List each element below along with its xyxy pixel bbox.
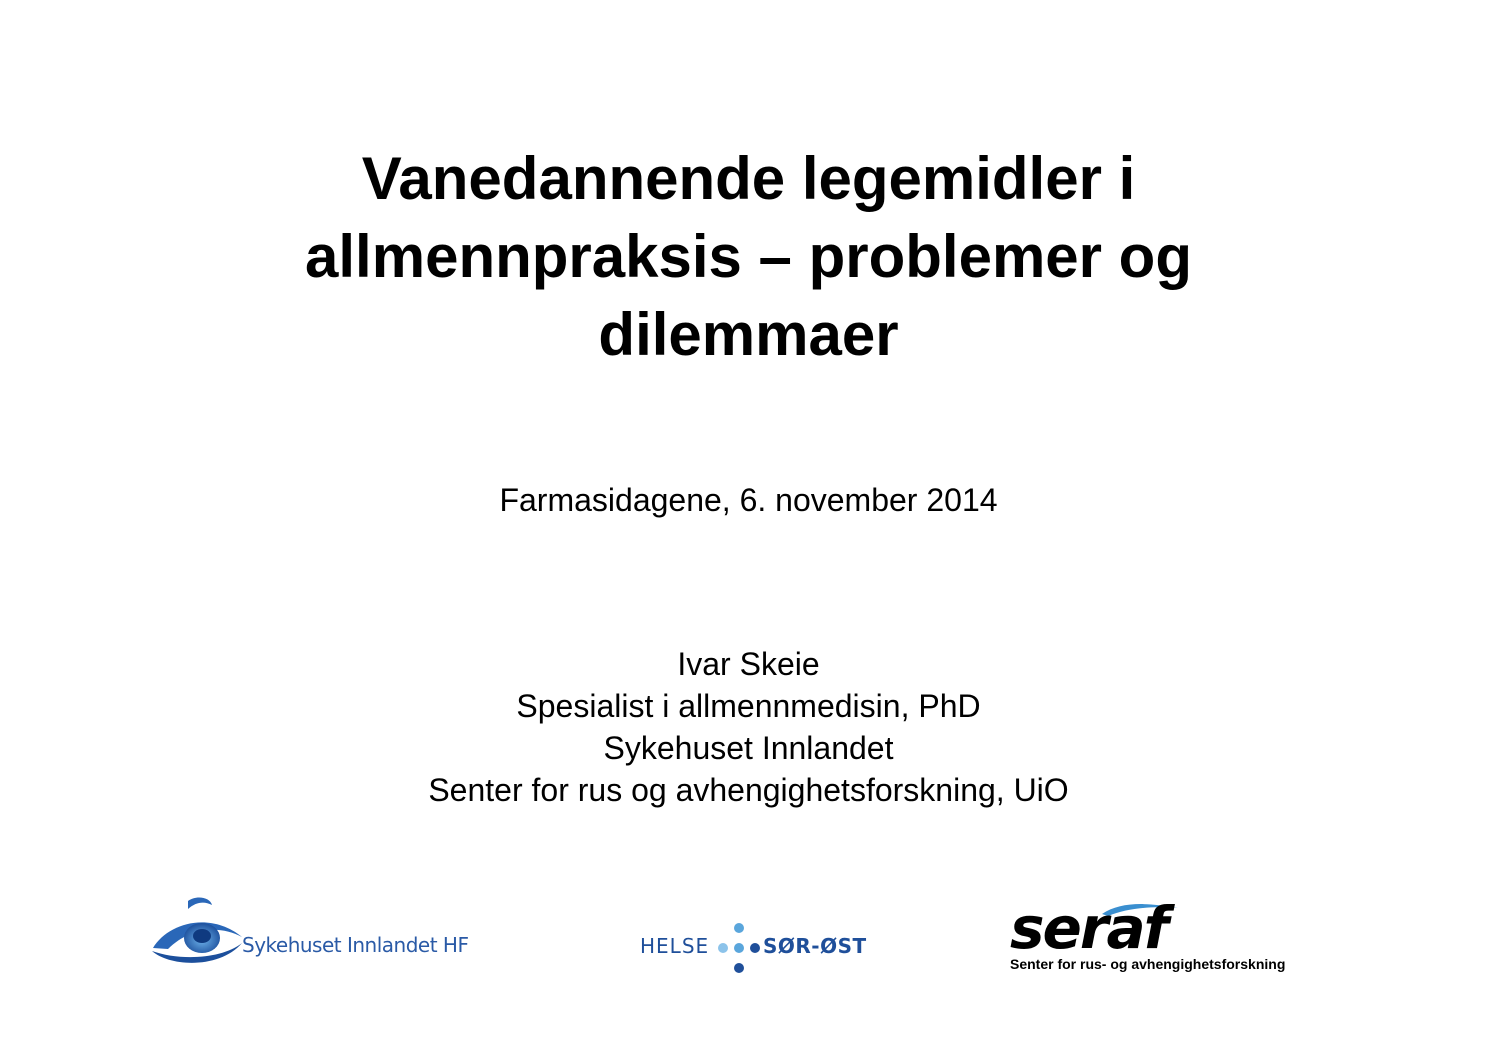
author-affiliation-2: Senter for rus og avhengighetsforskning, UiO [428,772,1069,808]
title-line-1: Vanedannende legemidler i [361,145,1136,212]
author-name: Ivar Skeie [677,646,820,682]
seraf-wordmark: seraf [1010,894,1167,962]
title-line-3: dilemmaer [598,301,899,368]
slide-title [0,140,1497,374]
helse-sor-ost-logo [638,918,883,978]
dots-logo-icon [718,922,760,974]
title-line-2: allmennpraksis – problemer og [305,223,1192,290]
author-affiliation-1: Sykehuset Innlandet [603,730,894,766]
eye-logo-icon [150,893,245,968]
sykehuset-innlandet-logo [150,893,469,968]
author-title: Spesialist i allmennmedisin, PhD [516,688,981,724]
event-subtitle: Farmasidagene, 6. november 2014 [499,482,998,518]
sor-ost-logo-text: SØR-ØST [763,934,867,958]
sykehuset-logo-text: Sykehuset Innlandet HF [242,933,469,957]
seraf-tagline: Senter for rus- og avhengighetsforskning [1010,956,1286,972]
seraf-logo [1008,894,1343,980]
helse-logo-text: HELSE [640,934,710,958]
author-block [0,643,1497,811]
